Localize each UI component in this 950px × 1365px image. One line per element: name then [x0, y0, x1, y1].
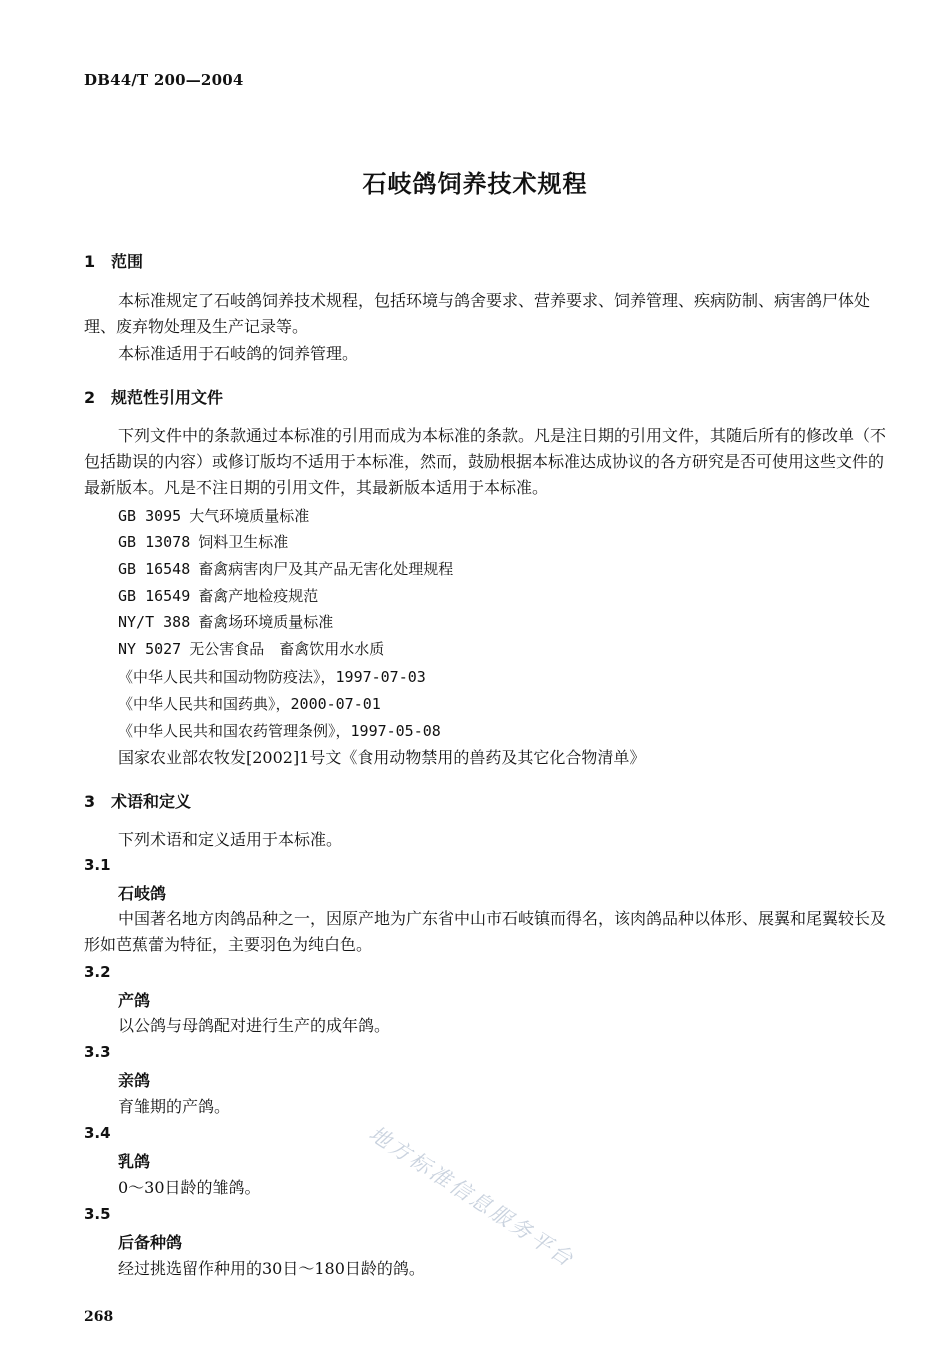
reference-title: 畜禽病害肉尸及其产品无害化处理规程	[198, 560, 454, 578]
document-number: DB44/T 200—2004	[84, 71, 244, 89]
term-name: 后备种鸽	[118, 1233, 183, 1252]
clause-number: 3.4	[84, 1124, 111, 1142]
term-name: 亲鸽	[118, 1071, 151, 1090]
law-reference: 国家农业部农牧发[2002]1号文《食用动物禁用的兽药及其它化合物清单》	[118, 748, 646, 767]
term-definition: 经过挑选留作种用的30日～180日龄的鸽。	[118, 1259, 425, 1278]
section-1-number: 1	[84, 252, 96, 271]
clause-number: 3.1	[84, 856, 111, 874]
reference-item	[118, 529, 288, 555]
page-number: 268	[84, 1309, 114, 1325]
law-reference: 《中华人民共和国动物防疫法》，1997-07-03	[118, 668, 426, 686]
reference-item	[118, 583, 318, 609]
section-1-title: 范围	[111, 252, 144, 271]
section-2-heading	[84, 385, 223, 408]
reference-title: 饲料卫生标准	[198, 533, 289, 551]
section-1-paragraph-1: 本标准规定了石岐鸽饲养技术规程，包括环境与鸽舍要求、营养要求、饲养管理、疾病防制、病害鸽尸体处理、废弃物处理及生产记录等。	[84, 291, 871, 336]
section-3-heading	[84, 789, 191, 812]
section-2-intro: 下列文件中的条款通过本标准的引用而成为本标准的条款。凡是注日期的引用文件，其随后所有的修改单（不包括勘误的内容）或修订版均不适用于本标准，然而，鼓励根据本标准达成协议的各方研究是否可使用这些文件的最新版本。凡是不注日期的引用文件，其最新版本适用于本标准。	[84, 426, 887, 497]
law-reference: 《中华人民共和国药典》，2000-07-01	[118, 695, 381, 713]
section-1-paragraph-2: 本标准适用于石岐鸽的饲养管理。	[118, 344, 359, 363]
section-1-heading	[84, 249, 143, 272]
term-definition: 0～30日龄的雏鸽。	[118, 1178, 261, 1197]
clause-number: 3.5	[84, 1205, 111, 1223]
reference-code: GB 16549	[118, 587, 191, 605]
reference-code: NY 5027	[118, 640, 182, 658]
term-name: 乳鸽	[118, 1152, 151, 1171]
reference-title: 畜禽产地检疫规范	[198, 587, 319, 605]
reference-code: NY/T 388	[118, 613, 191, 631]
reference-item	[118, 636, 384, 662]
clause-number: 3.3	[84, 1043, 111, 1061]
section-3-intro: 下列术语和定义适用于本标准。	[118, 830, 343, 849]
term-definition: 中国著名地方肉鸽品种之一，因原产地为广东省中山市石岐镇而得名，该肉鸽品种以体形、展翼和尾翼较长及形如芭蕉蕾为特征，主要羽色为纯白色。	[84, 909, 887, 954]
section-3-title: 术语和定义	[111, 792, 192, 811]
term-name: 石岐鸽	[118, 884, 167, 903]
reference-title: 畜禽场环境质量标准	[198, 613, 334, 631]
term-definition: 以公鸽与母鸽配对进行生产的成年鸽。	[118, 1016, 391, 1035]
term-definition: 育雏期的产鸽。	[118, 1097, 231, 1116]
reference-item	[118, 503, 309, 529]
reference-title: 大气环境质量标准	[189, 507, 310, 525]
reference-code: GB 13078	[118, 533, 191, 551]
section-2-number: 2	[84, 388, 96, 407]
section-2-title: 规范性引用文件	[111, 388, 224, 407]
term-name: 产鸽	[118, 991, 151, 1010]
reference-code: GB 3095	[118, 507, 182, 525]
law-reference: 《中华人民共和国农药管理条例》，1997-05-08	[118, 722, 441, 740]
reference-code: GB 16548	[118, 560, 191, 578]
section-3-number: 3	[84, 792, 96, 811]
reference-title: 无公害食品 畜禽饮用水水质	[189, 640, 385, 658]
clause-number: 3.2	[84, 963, 111, 981]
page-title: 石岐鸽饲养技术规程	[362, 170, 588, 198]
reference-item	[118, 609, 333, 635]
reference-item	[118, 556, 453, 582]
watermark: 地方标准信息服务平台	[364, 1121, 580, 1273]
